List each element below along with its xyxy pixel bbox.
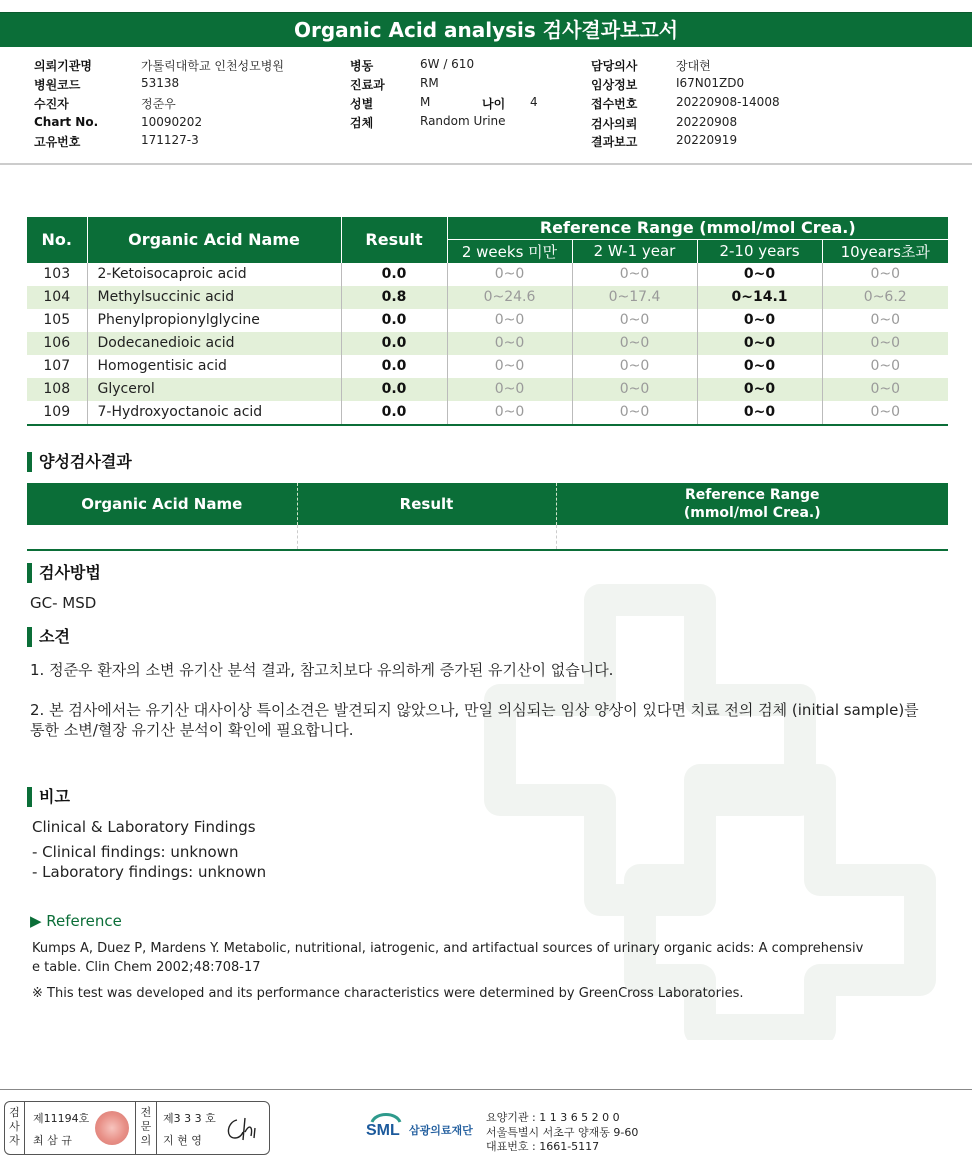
cell-result: 0.0: [341, 378, 447, 401]
ref-col-header: 2 weeks 미만: [447, 239, 572, 263]
cell-name: 2-Ketoisocaproic acid: [87, 263, 341, 286]
sex-label: 성별: [350, 97, 374, 111]
clinical-label: 임상정보: [591, 78, 638, 92]
ward-label: 병동: [350, 59, 374, 73]
signature-box: [4, 1101, 270, 1155]
cell-ref-2weeks: 0~0: [447, 263, 572, 286]
cell-name: 7-Hydroxyoctanoic acid: [87, 401, 341, 425]
footer-divider: [0, 1089, 972, 1090]
positive-col-ref-line1: Reference Range: [684, 487, 820, 503]
table-row: [27, 332, 948, 355]
unique-label: 고유번호: [34, 135, 81, 149]
cell-no: 109: [27, 401, 87, 425]
org-address: 서울특별시 서초구 양재동 9-60: [486, 1126, 639, 1139]
cell-ref-2weeks: 0~0: [447, 355, 572, 378]
cell-ref-2w1y: 0~0: [572, 355, 697, 378]
cell-name: Dodecanedioic acid: [87, 332, 341, 355]
reference-title: ▶ Reference: [30, 912, 122, 930]
cell-result: 0.8: [341, 286, 447, 309]
cell-name: Phenylpropionylglycine: [87, 309, 341, 332]
ward-value: 6W / 610: [420, 57, 475, 71]
col-no-header: No.: [27, 217, 87, 263]
specimen-label: 검체: [350, 116, 374, 130]
positive-results-table: [27, 483, 948, 551]
cell-ref-2w1y: 0~17.4: [572, 286, 697, 309]
cell-ref-2-10y: 0~0: [697, 378, 822, 401]
cell-ref-2-10y: 0~14.1: [697, 286, 822, 309]
cell-ref-10y: 0~0: [870, 312, 901, 328]
cell-ref-10y: 0~0: [870, 266, 901, 282]
positive-section-title: 양성검사결과: [27, 452, 132, 472]
positive-empty-cell: [556, 525, 948, 550]
specialist-number: 제3 3 3 호: [163, 1112, 216, 1125]
specimen-value: Random Urine: [420, 114, 506, 128]
positive-empty-cell: [297, 525, 556, 550]
method-text: GC- MSD: [30, 594, 97, 612]
cell-result: 0.0: [341, 355, 447, 378]
reference-note: ※ This test was developed and its performance characteristics were determined by GreenCross Laboratories.: [32, 986, 744, 1001]
cell-ref-2-10y: 0~0: [697, 332, 822, 355]
positive-col-result: Result: [297, 483, 556, 525]
org-phone: 대표번호 : 1661-5117: [486, 1140, 600, 1153]
cell-no: 107: [27, 355, 87, 378]
cell-ref-2-10y: 0~0: [697, 401, 822, 425]
cell-ref-2w1y: 0~0: [572, 401, 697, 425]
cell-ref-2-10y: 0~0: [697, 309, 822, 332]
cell-no: 104: [27, 286, 87, 309]
header-divider: [0, 163, 972, 165]
col-name-header: Organic Acid Name: [87, 217, 341, 263]
method-section-title: 검사방법: [27, 563, 101, 583]
reference-citation-b: e table. Clin Chem 2002;48:708-17: [32, 960, 261, 975]
opinion-line2b: 통한 소변/혈장 유기산 분석이 확인에 필요합니다.: [30, 721, 354, 739]
cell-ref-2-10y: 0~0: [697, 355, 822, 378]
cell-ref-10y: 0~0: [870, 358, 901, 374]
institution-value: 가톨릭대학교 인천성모병원: [141, 59, 284, 73]
inspector-label: 검사자: [5, 1102, 25, 1154]
report-label: 결과보고: [591, 135, 638, 149]
positive-col-ref: [556, 483, 948, 525]
cell-ref-2w1y: 0~0: [572, 263, 697, 286]
request-label: 검사의뢰: [591, 117, 638, 131]
results-table: [27, 217, 948, 426]
sml-logo-text: SML: [366, 1122, 400, 1139]
cell-result: 0.0: [341, 332, 447, 355]
cell-no: 105: [27, 309, 87, 332]
cell-ref-2w1y: 0~0: [572, 332, 697, 355]
clinical-value: I67N01ZD0: [676, 76, 745, 90]
sml-logo: [366, 1108, 406, 1148]
table-row: [27, 378, 948, 401]
care-code: 요양기관 : 1 1 3 6 5 2 0 0: [486, 1111, 620, 1124]
ref-col-header: 10years초과: [822, 239, 948, 263]
cell-ref-10y: 0~0: [822, 378, 948, 401]
table-row: [27, 309, 948, 332]
age-label: 나이: [482, 97, 506, 111]
remarks-heading: Clinical & Laboratory Findings: [32, 818, 256, 836]
positive-empty-cell: [27, 525, 297, 550]
table-row: [27, 263, 948, 286]
ref-col-header: 2-10 years: [697, 239, 822, 263]
opinion-section-title: 소견: [27, 627, 70, 647]
cell-no: 108: [27, 378, 87, 401]
cell-ref-2weeks: 0~24.6: [447, 286, 572, 309]
opinion-line2a: 2. 본 검사에서는 유기산 대사이상 특이소견은 발견되지 않았으나, 만일 의심되는 임상 양상이 있다면 치료 전의 검체 (initial sample)를: [30, 701, 919, 719]
cell-ref-2weeks: 0~0: [447, 378, 572, 401]
col-ref-header: Reference Range (mmol/mol Crea.): [447, 217, 948, 239]
cell-ref-10y: 0~0: [822, 332, 948, 355]
table-row: [27, 355, 948, 378]
org-name: 삼광의료재단: [409, 1124, 473, 1137]
cell-ref-2-10y: 0~0: [697, 263, 822, 286]
institution-label: 의뢰기관명: [34, 59, 92, 73]
remarks-clinical: - Clinical findings: unknown: [32, 843, 239, 861]
cell-result: 0.0: [341, 263, 447, 286]
signature-mark: [223, 1114, 263, 1144]
remarks-laboratory: - Laboratory findings: unknown: [32, 863, 267, 881]
receipt-value: 20220908-14008: [676, 95, 780, 109]
remarks-section-title: 비고: [27, 787, 70, 807]
cell-ref-2w1y: 0~0: [572, 309, 697, 332]
patient-label: 수진자: [34, 97, 69, 111]
report-title: Organic Acid analysis 검사결과보고서: [0, 12, 972, 47]
dept-value: RM: [420, 76, 439, 90]
positive-col-name: Organic Acid Name: [27, 483, 297, 525]
cell-ref-2weeks: 0~0: [447, 401, 572, 425]
inspector-number: 제11194호: [33, 1112, 90, 1125]
chart-value: 10090202: [141, 115, 203, 129]
cell-ref-2w1y: 0~0: [572, 378, 697, 401]
cell-name: Homogentisic acid: [87, 355, 341, 378]
reference-citation-a: Kumps A, Duez P, Mardens Y. Metabolic, nutritional, iatrogenic, and artifactual sources of urinary organic acids: A comprehensiv: [32, 941, 864, 956]
report-value: 20220919: [676, 133, 738, 147]
cell-ref-10y: 0~0: [822, 401, 948, 425]
positive-col-ref-line2: (mmol/mol Crea.): [683, 505, 821, 521]
ref-col-header: 2 W-1 year: [572, 239, 697, 263]
receipt-label: 접수번호: [591, 97, 638, 111]
dept-label: 진료과: [350, 78, 385, 92]
patient-header: [0, 57, 972, 162]
cell-name: Glycerol: [87, 378, 341, 401]
watermark-cross: [400, 560, 960, 1040]
table-row: [27, 286, 948, 309]
inspector-name: 최 삼 규: [33, 1134, 72, 1147]
cell-result: 0.0: [341, 401, 447, 425]
cell-ref-2weeks: 0~0: [447, 309, 572, 332]
cell-ref-2weeks: 0~0: [447, 332, 572, 355]
cell-name: Methylsuccinic acid: [87, 286, 341, 309]
specialist-name: 지 현 영: [163, 1134, 202, 1147]
col-result-header: Result: [341, 217, 447, 263]
unique-value: 171127-3: [141, 133, 199, 147]
doctor-value: 장대현: [676, 59, 711, 73]
cell-ref-10y: 0~6.2: [822, 286, 948, 309]
opinion-line1: 1. 정준우 환자의 소변 유기산 분석 결과, 참고치보다 유의하게 증가된 유기산이 없습니다.: [30, 661, 614, 679]
seal-stamp: [95, 1111, 129, 1145]
sex-value: M: [420, 95, 431, 109]
hospital-code-label: 병원코드: [34, 78, 81, 92]
hospital-code-value: 53138: [141, 76, 180, 90]
request-value: 20220908: [676, 115, 738, 129]
doctor-label: 담당의사: [591, 59, 638, 73]
chart-label: Chart No.: [34, 115, 99, 129]
specialist-label: 전문의: [135, 1102, 157, 1154]
cell-result: 0.0: [341, 309, 447, 332]
age-value: 4: [530, 95, 538, 109]
table-row: [27, 401, 948, 425]
cell-no: 106: [27, 332, 87, 355]
cell-no: 103: [27, 263, 87, 286]
patient-value: 정준우: [141, 97, 176, 111]
